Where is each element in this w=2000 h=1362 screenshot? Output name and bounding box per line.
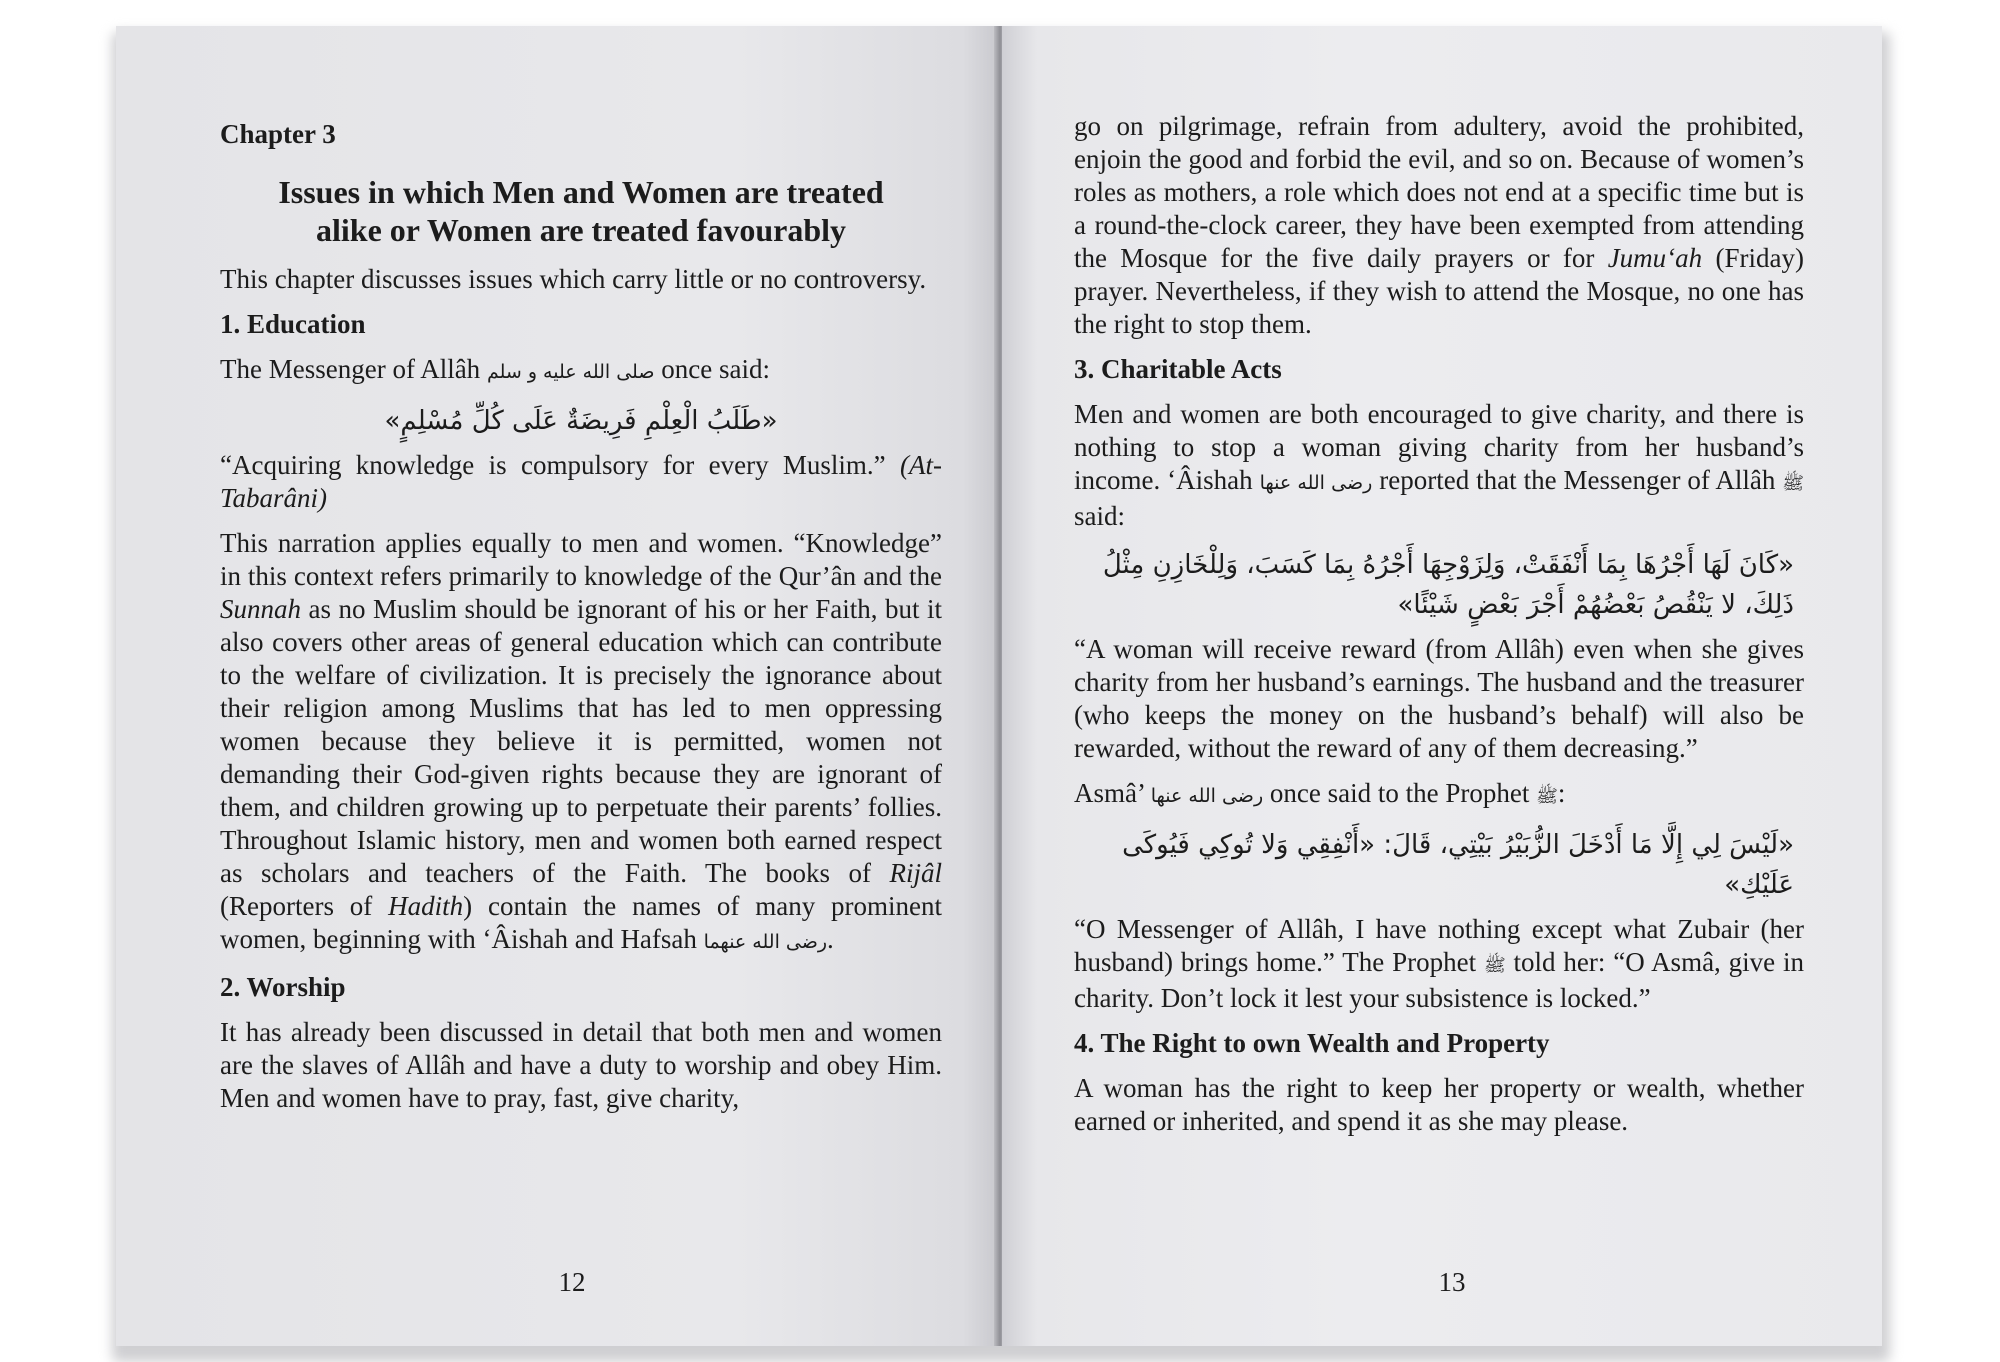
left-page-content (220, 118, 942, 1127)
charity-p-arabic: رضى الله عنها (1259, 472, 1373, 494)
chapter-label: Chapter 3 (220, 119, 336, 149)
salla-icon: ﷺ (1483, 955, 1506, 976)
charity-quote: “A woman will receive reward (from Allâh) even when she gives charity from her husband’s earnings. The husband and the treasurer (who keeps the money on the husband’s behalf) will also be rewarded, without the reward of any of them decreasing.” (1074, 634, 1804, 763)
education-p-sunnah: Sunnah (220, 594, 301, 624)
chapter-title-line-1: Issues in which Men and Women are treated (278, 174, 884, 210)
salla-icon: ﷺ (1536, 786, 1558, 807)
worship-heading: 2. Worship (220, 972, 346, 1002)
education-lead-arabic: صلى الله عليه و سلم (486, 361, 655, 383)
worship-paragraph: It has already been discussed in detail that both men and women are the slaves of Allâh and have a duty to worship and obey Him. Men and women have to pray, fast, give charity, (220, 1017, 942, 1113)
education-p-a: This narration applies equally to men and women. “Knowledge” in this context refers primarily to knowledge of the Qur’ân and the (220, 528, 942, 591)
right-page-content (1074, 110, 1804, 1150)
education-quote-source: (At-Tabarâni) (220, 450, 942, 513)
salla-icon: ﷺ (1782, 473, 1805, 494)
charity-paragraph (1074, 398, 1804, 533)
asma-lead-a: Asmâ’ (1074, 778, 1151, 808)
chapter-title (220, 173, 942, 249)
education-p-d: ) contain the names of many prominent women, beginning with ‘Âishah and Hafsah (220, 891, 943, 954)
asma-quote (1074, 913, 1804, 1015)
education-lead-before: The Messenger of Allâh (220, 354, 487, 384)
asma-lead (1074, 777, 1804, 813)
charity-p-a: Men and women are both encouraged to give charity, and there is nothing to stop a woman giving charity from her husband’s income. ‘Âishah (1074, 399, 1804, 495)
worship-cont-jumuah: Jumu‘ah (1607, 243, 1703, 273)
property-heading: 4. The Right to own Wealth and Property (1074, 1028, 1550, 1058)
education-heading: 1. Education (220, 309, 366, 339)
left-page (116, 26, 998, 1346)
asma-lead-b: once said to the Prophet (1263, 778, 1537, 808)
asma-lead-arabic: رضى الله عنها (1150, 785, 1264, 807)
education-p-end: . (827, 924, 834, 954)
education-p-b: as no Muslim should be ignorant of his or her Faith, but it also covers other areas of general education which can contribute to the welfare of civilization. It is precisely the ignorance about their religion among Muslims that has led to men oppressing women because they believe it is permitted, women not demanding their God-given rights because they are ignorant of them, and children growing up to perpetuate their parents’ follies. Throughout Islamic history, men and women both earned respect as scholars and teachers of the Faith. The books of (220, 594, 942, 888)
right-page-number: 13 (1438, 1267, 1466, 1297)
asma-lead-c: : (1557, 778, 1566, 808)
education-lead-after: once said: (654, 354, 770, 384)
education-lead (220, 353, 942, 389)
charity-heading: 3. Charitable Acts (1074, 354, 1282, 384)
right-page (1002, 26, 1882, 1346)
charity-p-c: said: (1074, 501, 1125, 531)
education-quote-text: “Acquiring knowledge is compulsory for every Muslim.” (220, 450, 901, 480)
charity-arabic-line-1: «كَانَ لَهَا أَجْرُهَا بِمَا أَنْفَقَتْ، وَلِزَوْجِهَا أَجْرُهُ بِمَا كَسَبَ، وَلِلْخَازِنِ مِثْلُ (1102, 550, 1794, 580)
education-paragraph (220, 527, 942, 959)
worship-cont-a: go on pilgrimage, refrain from adultery, avoid the prohibited, enjoin the good and forbid the evil, and so on. Because of women’s roles as mothers, a role which does not end at a specific time but is a round-the-clock career, they have been exempted from attending the Mosque for the five daily prayers or for (1074, 111, 1804, 273)
charity-arabic-hadith (1074, 545, 1804, 625)
charity-p-b: reported that the Messenger of Allâh (1372, 465, 1783, 495)
charity-arabic-line-2: ذَلِكَ، لا يَنْقُصُ بَعْضُهُمْ أَجْرَ بَعْضٍ شَيْئًا» (1397, 590, 1794, 620)
education-quote (220, 449, 942, 515)
worship-cont-b: (Friday) prayer. Nevertheless, if they wish to attend the Mosque, no one has the right to stop them. (1074, 243, 1804, 339)
asma-arabic-line-2: عَلَيْكِ» (1724, 870, 1794, 900)
education-p-arabic: رضى الله عنهما (703, 931, 828, 953)
asma-quote-a: “O Messenger of Allâh, I have nothing except what Zubair (her husband) brings home.” The Prophet (1074, 914, 1804, 977)
education-p-hadith: Hadith (388, 891, 464, 921)
asma-arabic-hadith (1074, 825, 1804, 905)
worship-continuation (1074, 110, 1804, 341)
education-p-rijal: Rijâl (889, 858, 942, 888)
intro-paragraph: This chapter discusses issues which carry little or no controversy. (220, 264, 927, 294)
education-p-c: (Reporters of (220, 891, 389, 921)
education-arabic-hadith: «طَلَبُ الْعِلْمِ فَرِيضَةٌ عَلَى كُلِّ مُسْلِمٍ» (384, 406, 778, 436)
asma-quote-b: told her: “O Asmâ, give in charity. Don’t lock it lest your subsistence is locked.” (1074, 947, 1804, 1013)
chapter-title-line-2: alike or Women are treated favourably (315, 212, 847, 248)
asma-arabic-line-1: «لَيْسَ لِي إِلَّا مَا أَدْخَلَ الزُّبَيْرُ بَيْتِي، قَالَ: «أَنْفِقِي وَلا تُوكِي فَيُوكَى (1122, 830, 1794, 860)
left-page-number: 12 (558, 1267, 586, 1297)
property-paragraph: A woman has the right to keep her property or wealth, whether earned or inherited, and spend it as she may please. (1074, 1073, 1804, 1136)
